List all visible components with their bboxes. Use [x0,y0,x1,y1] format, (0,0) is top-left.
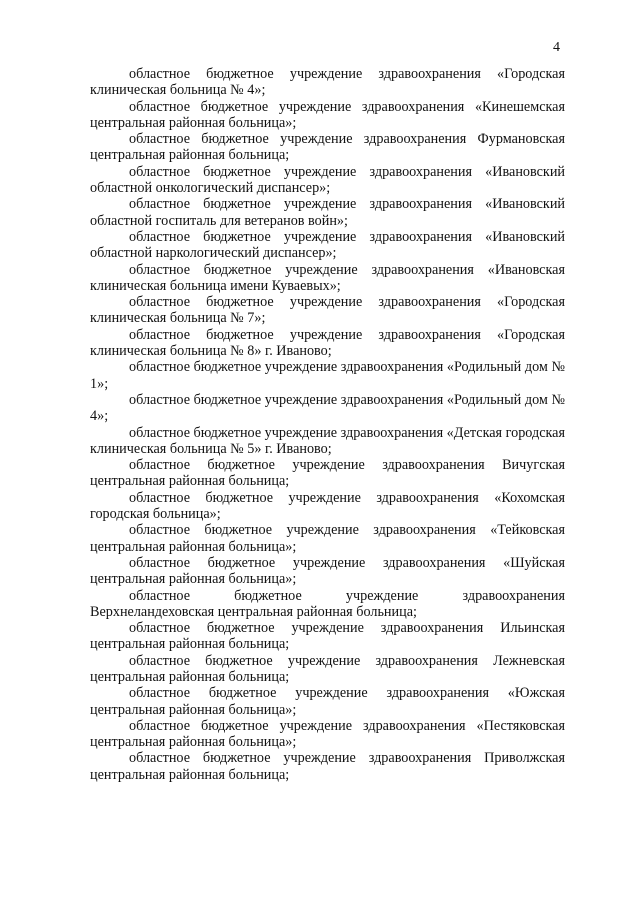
page-number: 4 [553,40,560,55]
document-body [90,66,565,783]
list-item: областное бюджетное учреждение здравоохранения «Ивановский областной госпиталь для ветеранов войн»; [90,196,565,229]
list-item: областное бюджетное учреждение здравоохранения «Тейковская центральная районная больница»; [90,522,565,555]
list-item: областное бюджетное учреждение здравоохранения «Детская городская клиническая больница № 5» г. Иваново; [90,424,565,457]
list-item: областное бюджетное учреждение здравоохранения «Пестяковская центральная районная больница»; [90,717,565,751]
list-item: областное бюджетное учреждение здравоохранения «Южская центральная районная больница»; [90,685,565,718]
list-item: областное бюджетное учреждение здравоохранения «Родильный дом № 4»; [90,391,565,425]
list-item: областное бюджетное учреждение здравоохранения Верхнеландеховская центральная районная больница; [90,587,565,620]
list-item: областное бюджетное учреждение здравоохранения Ильинская центральная районная больница; [90,620,565,653]
list-item: областное бюджетное учреждение здравоохранения «Кохомская городская больница»; [90,489,565,523]
list-item: областное бюджетное учреждение здравоохранения Лежневская центральная районная больница; [90,652,565,685]
list-item: областное бюджетное учреждение здравоохранения Вичугская центральная районная больница; [90,457,565,490]
list-item: областное бюджетное учреждение здравоохранения «Ивановский областной наркологический диспансер»; [90,228,565,262]
list-item: областное бюджетное учреждение здравоохранения «Городская клиническая больница № 7»; [90,294,565,327]
list-item: областное бюджетное учреждение здравоохранения «Городская клиническая больница № 8» г. Иваново; [90,326,565,360]
list-item: областное бюджетное учреждение здравоохранения Фурмановская центральная районная больница; [90,131,565,164]
list-item: областное бюджетное учреждение здравоохранения «Ивановский областной онкологический диспансер»; [90,163,565,197]
list-item: областное бюджетное учреждение здравоохранения «Кинешемская центральная районная больница»; [90,98,565,131]
list-item: областное бюджетное учреждение здравоохранения «Шуйская центральная районная больница»; [90,554,565,588]
list-item: областное бюджетное учреждение здравоохранения «Ивановская клиническая больница имени Куваевых»; [90,261,565,294]
list-item: областное бюджетное учреждение здравоохранения Приволжская центральная районная больница; [90,750,565,783]
list-item: областное бюджетное учреждение здравоохранения «Городская клиническая больница № 4»; [90,66,565,99]
list-item: областное бюджетное учреждение здравоохранения «Родильный дом № 1»; [90,359,565,392]
